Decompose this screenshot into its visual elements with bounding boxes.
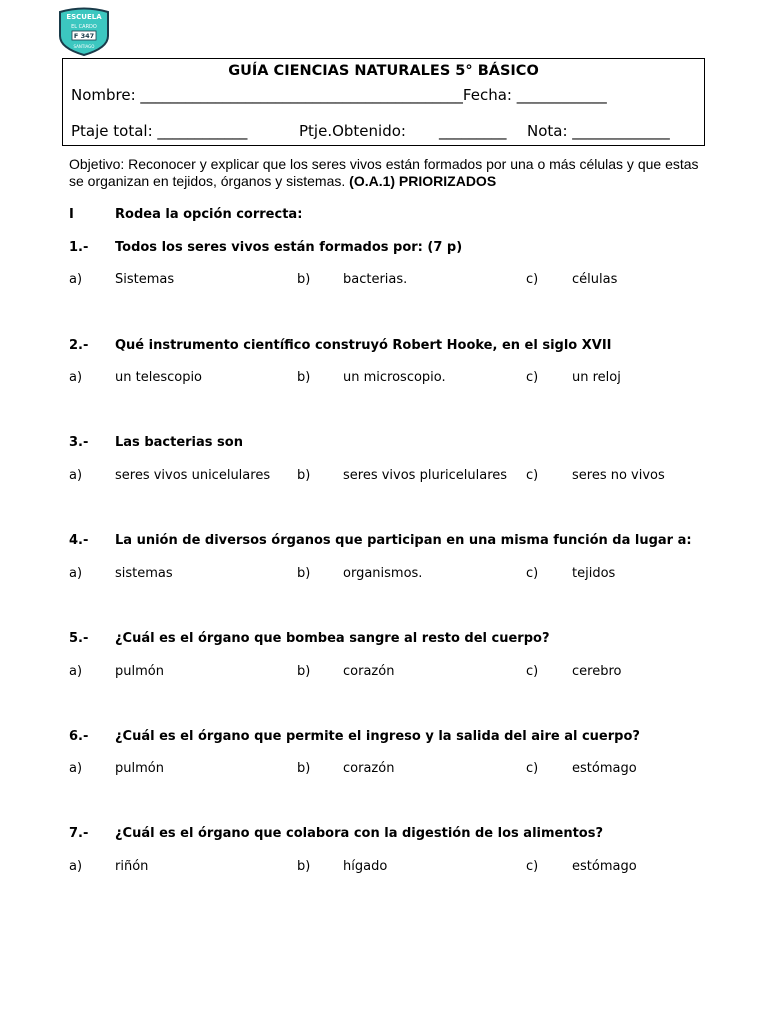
section-instruction: Rodea la opción correcta: <box>115 207 303 222</box>
option-c[interactable]: estómago <box>572 859 637 874</box>
option-letter-c: c) <box>526 272 539 287</box>
name-date-line[interactable]: Nombre: ___________________________________________Fecha: ____________ <box>71 86 607 104</box>
option-letter-b: b) <box>297 859 311 874</box>
option-a[interactable]: un telescopio <box>115 370 203 385</box>
option-letter-c: c) <box>526 859 539 874</box>
option-a[interactable]: Sistemas <box>115 272 175 287</box>
obtained-score-field[interactable]: _________ <box>439 122 507 140</box>
svg-text:ESCUELA: ESCUELA <box>66 13 102 21</box>
question-number: 6.- <box>69 729 89 744</box>
option-letter-a: a) <box>69 468 83 483</box>
question-text: La unión de diversos órganos que participan en una misma función da lugar a: <box>115 533 692 548</box>
option-b[interactable]: corazón <box>343 761 395 776</box>
section-number: I <box>69 207 74 222</box>
document-title: GUÍA CIENCIAS NATURALES 5° BÁSICO <box>228 63 539 79</box>
option-b[interactable]: organismos. <box>343 566 423 581</box>
option-letter-b: b) <box>297 272 311 287</box>
option-letter-c: c) <box>526 370 539 385</box>
grade-field[interactable]: Nota: _____________ <box>527 122 670 140</box>
question-number: 1.- <box>69 240 89 255</box>
total-score-field[interactable]: Ptaje total: ____________ <box>71 122 248 140</box>
option-letter-c: c) <box>526 664 539 679</box>
option-letter-b: b) <box>297 566 311 581</box>
option-c[interactable]: tejidos <box>572 566 616 581</box>
question-number: 5.- <box>69 631 89 646</box>
question-number: 2.- <box>69 338 89 353</box>
option-a[interactable]: seres vivos unicelulares <box>115 468 271 483</box>
option-letter-a: a) <box>69 566 83 581</box>
option-letter-c: c) <box>526 761 539 776</box>
option-letter-b: b) <box>297 468 311 483</box>
option-c[interactable]: un reloj <box>572 370 621 385</box>
option-c[interactable]: cerebro <box>572 664 622 679</box>
question-text: Todos los seres vivos están formados por: (7 p) <box>115 240 463 255</box>
option-c[interactable]: células <box>572 272 618 287</box>
question-text: Las bacterias son <box>115 435 243 450</box>
obtained-score-label: Ptje.Obtenido: <box>299 122 406 140</box>
question-text: ¿Cuál es el órgano que bombea sangre al resto del cuerpo? <box>115 631 550 646</box>
question-text: ¿Cuál es el órgano que colabora con la digestión de los alimentos? <box>115 826 604 841</box>
question-text: Qué instrumento científico construyó Robert Hooke, en el siglo XVII <box>115 338 612 353</box>
option-letter-b: b) <box>297 664 311 679</box>
objective-code: (O.A.1) PRIORIZADOS <box>349 173 497 189</box>
school-logo <box>56 6 112 56</box>
option-letter-c: c) <box>526 566 539 581</box>
svg-text:F 347: F 347 <box>73 32 95 40</box>
option-letter-a: a) <box>69 859 83 874</box>
option-a[interactable]: pulmón <box>115 761 164 776</box>
svg-text:EL CARDO: EL CARDO <box>71 24 97 30</box>
option-a[interactable]: pulmón <box>115 664 164 679</box>
option-b[interactable]: corazón <box>343 664 395 679</box>
option-letter-b: b) <box>297 761 311 776</box>
option-letter-c: c) <box>526 468 539 483</box>
option-a[interactable]: riñón <box>115 859 149 874</box>
option-a[interactable]: sistemas <box>115 566 173 581</box>
option-letter-b: b) <box>297 370 311 385</box>
option-letter-a: a) <box>69 272 83 287</box>
option-c[interactable]: estómago <box>572 761 637 776</box>
option-b[interactable]: un microscopio. <box>343 370 446 385</box>
objective-body: Objetivo: Reconocer y explicar que los seres vivos están formados por una o más células y que estas se organizan en tejidos, órganos y sistemas. <box>69 156 699 189</box>
option-c[interactable]: seres no vivos <box>572 468 665 483</box>
option-letter-a: a) <box>69 761 83 776</box>
option-letter-a: a) <box>69 664 83 679</box>
question-number: 3.- <box>69 435 89 450</box>
option-letter-a: a) <box>69 370 83 385</box>
question-number: 7.- <box>69 826 89 841</box>
svg-text:SANTIAGO: SANTIAGO <box>73 44 95 49</box>
question-number: 4.- <box>69 533 89 548</box>
option-b[interactable]: bacterias. <box>343 272 408 287</box>
objective-text <box>69 156 709 190</box>
student-info-box <box>62 58 705 146</box>
option-b[interactable]: seres vivos pluricelulares <box>343 468 508 483</box>
option-b[interactable]: hígado <box>343 859 388 874</box>
question-text: ¿Cuál es el órgano que permite el ingreso y la salida del aire al cuerpo? <box>115 729 640 744</box>
